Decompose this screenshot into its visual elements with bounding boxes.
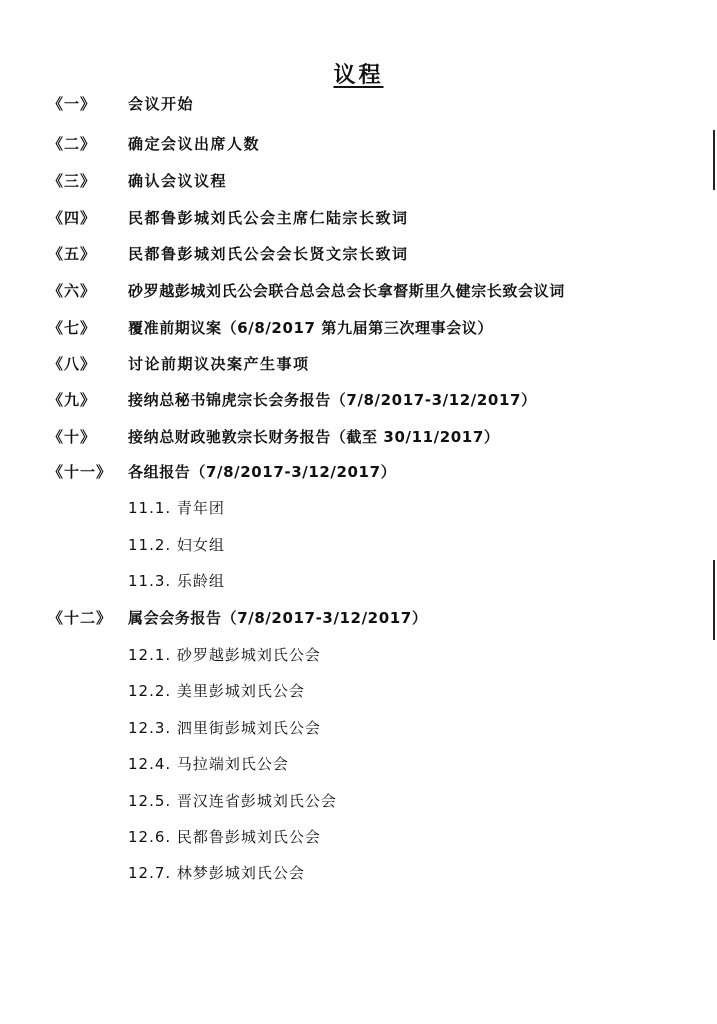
- member-report-item: 12.5. 晋汉连省彭城刘氏公会: [128, 791, 337, 810]
- page-title: [0, 58, 717, 89]
- agenda-item-1: [48, 90, 194, 116]
- member-report-item: 12.6. 民都鲁彭城刘氏公会: [128, 827, 321, 846]
- agenda-text: 属会会务报告（7/8/2017-3/12/2017）: [128, 608, 428, 627]
- member-report-item: 12.7. 林梦彭城刘氏公会: [128, 863, 305, 882]
- agenda-number: 《六》: [48, 281, 97, 300]
- agenda-number: 《十二》: [48, 608, 113, 627]
- agenda-number: 《八》: [48, 354, 97, 373]
- agenda-item-3: [48, 167, 227, 193]
- agenda-text: 民都鲁彭城刘氏公会主席仁陆宗长致词: [128, 208, 409, 227]
- agenda-number: 《五》: [48, 244, 97, 263]
- agenda-number: 《九》: [48, 390, 97, 409]
- agenda-text: 确定会议出席人数: [128, 134, 261, 153]
- agenda-item-10: [48, 423, 499, 449]
- agenda-number: 《四》: [48, 208, 97, 227]
- agenda-item-4: [48, 204, 409, 230]
- agenda-item-6: [48, 277, 565, 303]
- agenda-text: 讨论前期议决案产生事项: [128, 354, 310, 373]
- page-title-text: 议程: [333, 63, 384, 88]
- member-report-item: 12.4. 马拉端刘氏公会: [128, 754, 289, 773]
- agenda-item-11: [48, 458, 396, 484]
- agenda-text: 会议开始: [128, 94, 195, 113]
- agenda-number: 《十》: [48, 427, 97, 446]
- group-report-item: 11.2. 妇女组: [128, 535, 225, 554]
- agenda-text: 各组报告（7/8/2017-3/12/2017）: [128, 462, 397, 481]
- agenda-number: 《二》: [48, 134, 97, 153]
- agenda-text: 接纳总财政驰敦宗长财务报告（截至 30/11/2017）: [128, 427, 500, 446]
- scan-edge-mark: [713, 560, 715, 640]
- agenda-number: 《三》: [48, 171, 97, 190]
- member-report-item: 12.1. 砂罗越彭城刘氏公会: [128, 645, 321, 664]
- agenda-item-7: [48, 314, 493, 340]
- agenda-item-2: [48, 130, 260, 156]
- agenda-number: 《一》: [48, 94, 97, 113]
- group-report-item: 11.3. 乐龄组: [128, 571, 225, 590]
- agenda-text: 覆准前期议案（6/8/2017 第九届第三次理事会议）: [128, 318, 494, 337]
- agenda-text: 民都鲁彭城刘氏公会会长贤文宗长致词: [128, 244, 409, 263]
- member-report-item: 12.3. 泗里街彭城刘氏公会: [128, 718, 321, 737]
- agenda-item-8: [48, 350, 310, 376]
- agenda-text: 砂罗越彭城刘氏公会联合总会总会长拿督斯里久健宗长致会议词: [128, 281, 565, 300]
- agenda-item-9: [48, 386, 537, 412]
- agenda-item-12: [48, 604, 427, 630]
- agenda-number: 《七》: [48, 318, 97, 337]
- group-report-item: 11.1. 青年团: [128, 498, 225, 517]
- member-report-item: 12.2. 美里彭城刘氏公会: [128, 681, 305, 700]
- agenda-text: 接纳总秘书锦虎宗长会务报告（7/8/2017-3/12/2017）: [128, 390, 537, 409]
- agenda-text: 确认会议议程: [128, 171, 228, 190]
- scan-edge-mark: [713, 130, 715, 190]
- agenda-number: 《十一》: [48, 462, 113, 481]
- agenda-item-5: [48, 240, 409, 266]
